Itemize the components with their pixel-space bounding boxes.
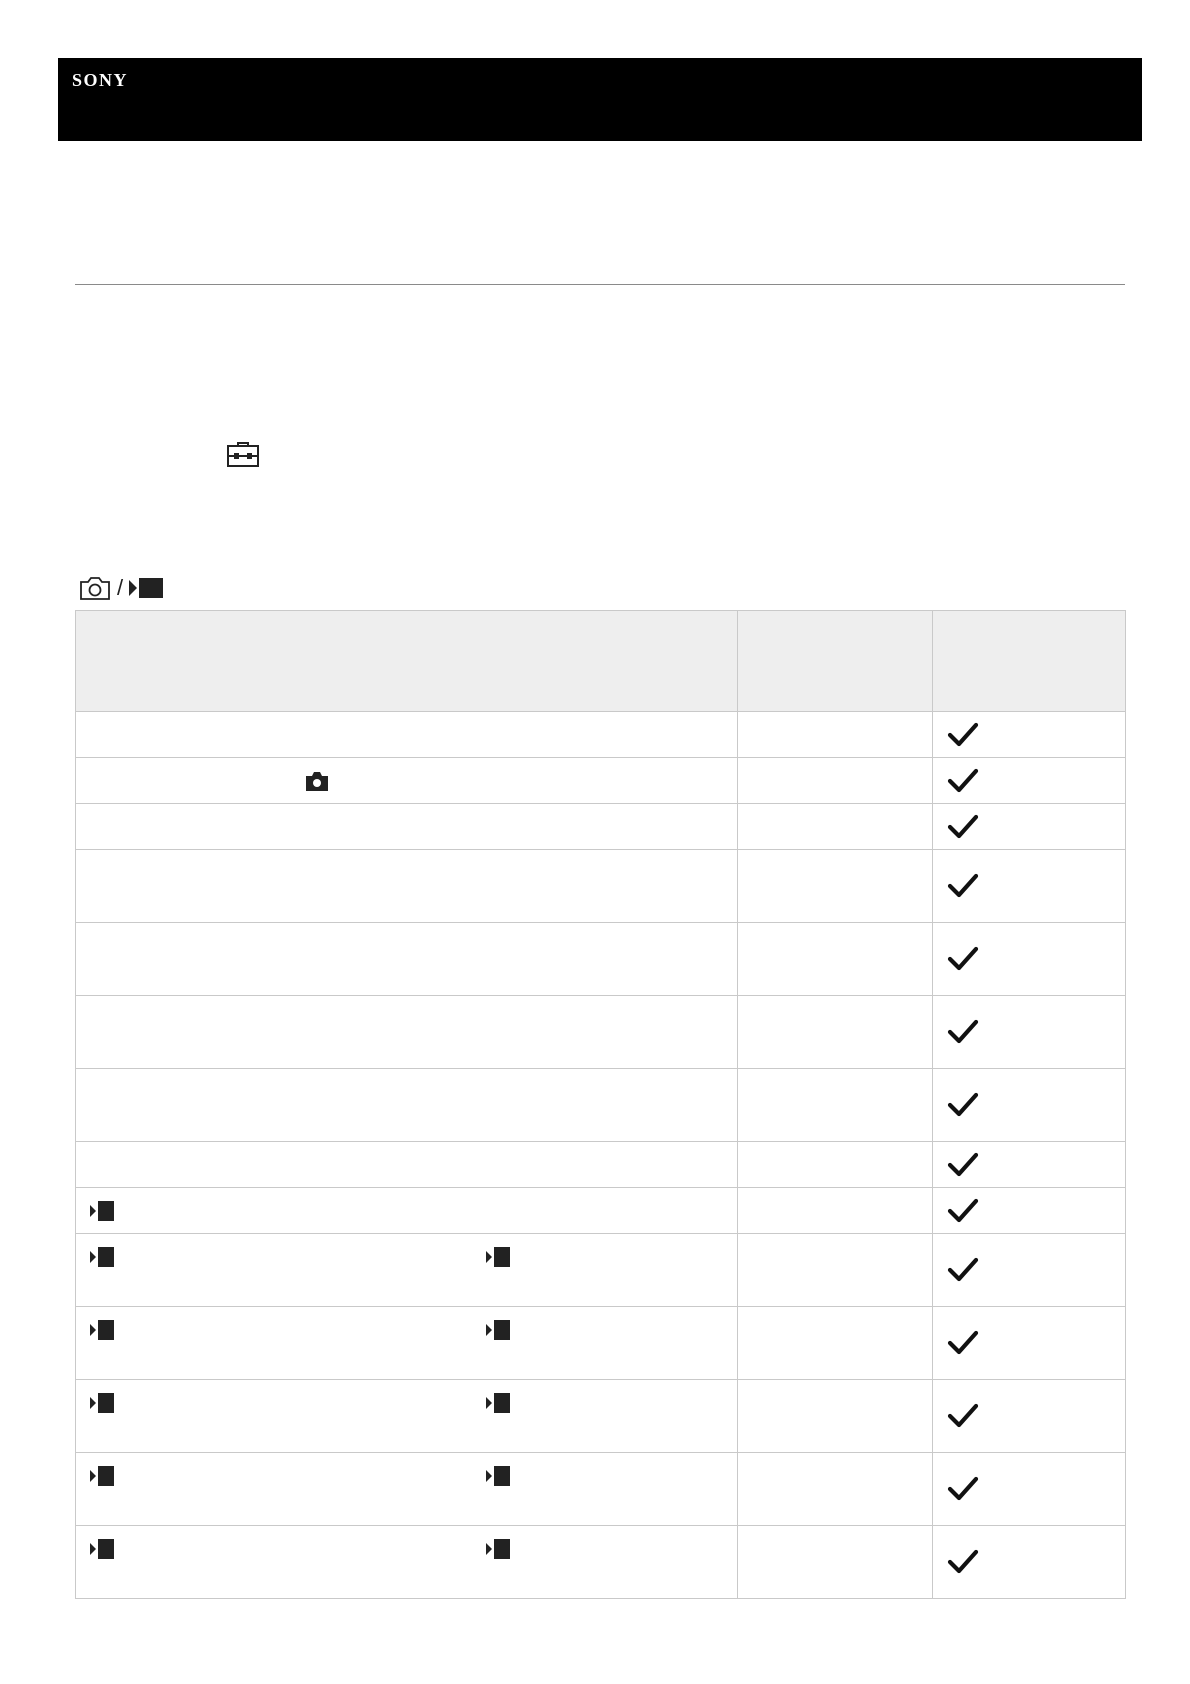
checkmark-icon [947,1151,979,1179]
toolbox-icon [226,440,260,468]
checkmark-icon [947,1475,979,1503]
checkmark-icon [947,1091,979,1119]
value-cell [738,1526,933,1599]
movie-icon [486,1538,512,1560]
check-cell [933,996,1126,1069]
setting-name-cell [76,850,738,923]
movie-icon [129,576,165,600]
checkmark-icon [947,1256,979,1284]
movie-icon [90,1392,116,1414]
setting-name-cell [76,1069,738,1142]
movie-icon [90,1538,116,1560]
check-cell [933,712,1126,758]
setting-name-cell [76,758,738,804]
value-cell [738,923,933,996]
brand-logo: SONY [72,70,129,90]
checkmark-icon [947,1402,979,1430]
title-divider [75,284,1125,285]
settings-table [75,610,1125,1599]
checkmark-icon [947,1197,979,1225]
table-row [76,1142,1126,1188]
table-row [76,1069,1126,1142]
setting-name-cell [76,923,738,996]
check-cell [933,1142,1126,1188]
table-row [76,1307,1126,1380]
table-row [76,923,1126,996]
table-header-cell [738,611,933,712]
value-cell [738,1188,933,1234]
movie-icon [90,1465,116,1487]
checkmark-icon [947,767,979,795]
value-cell [738,850,933,923]
setting-name-cell [76,1453,738,1526]
setting-name-cell [76,1142,738,1188]
table-row [76,712,1126,758]
camera-filled-icon [305,770,329,792]
movie-icon [486,1246,512,1268]
check-cell [933,1453,1126,1526]
movie-icon [90,1200,116,1222]
check-cell [933,804,1126,850]
setting-name-cell [76,1380,738,1453]
checkmark-icon [947,1548,979,1576]
checkmark-icon [947,945,979,973]
value-cell [738,996,933,1069]
check-cell [933,923,1126,996]
table-row [76,758,1126,804]
check-cell [933,758,1126,804]
setting-name-cell [76,996,738,1069]
checkmark-icon [947,1018,979,1046]
table-row [76,850,1126,923]
check-cell [933,850,1126,923]
setting-name-cell [76,1307,738,1380]
check-cell [933,1188,1126,1234]
movie-icon [486,1319,512,1341]
checkmark-icon [947,721,979,749]
setting-name-cell [76,1526,738,1599]
value-cell [738,1069,933,1142]
movie-icon [90,1246,116,1268]
table-header-cell [933,611,1126,712]
table-header-row [76,611,1126,712]
setting-name-cell [76,804,738,850]
value-cell [738,758,933,804]
check-cell [933,1069,1126,1142]
table-header-cell [76,611,738,712]
value-cell [738,712,933,758]
camera-outline-icon [79,575,111,601]
check-cell [933,1526,1126,1599]
table-row [76,1234,1126,1307]
table-row [76,1380,1126,1453]
value-cell [738,804,933,850]
movie-icon [90,1319,116,1341]
table-row [76,804,1126,850]
mode-separator: / [117,575,124,600]
table-row [76,996,1126,1069]
value-cell [738,1307,933,1380]
setting-name-cell [76,712,738,758]
value-cell [738,1234,933,1307]
movie-icon [486,1392,512,1414]
check-cell [933,1307,1126,1380]
table-row [76,1453,1126,1526]
setting-name-cell [76,1188,738,1234]
table-row [76,1188,1126,1234]
value-cell [738,1142,933,1188]
value-cell [738,1453,933,1526]
table-row [76,1526,1126,1599]
value-cell [738,1380,933,1453]
checkmark-icon [947,872,979,900]
movie-icon [486,1465,512,1487]
checkmark-icon [947,813,979,841]
mode-icons [79,574,165,602]
setting-name-cell [76,1234,738,1307]
header-bar [58,58,1142,141]
check-cell [933,1380,1126,1453]
checkmark-icon [947,1329,979,1357]
check-cell [933,1234,1126,1307]
